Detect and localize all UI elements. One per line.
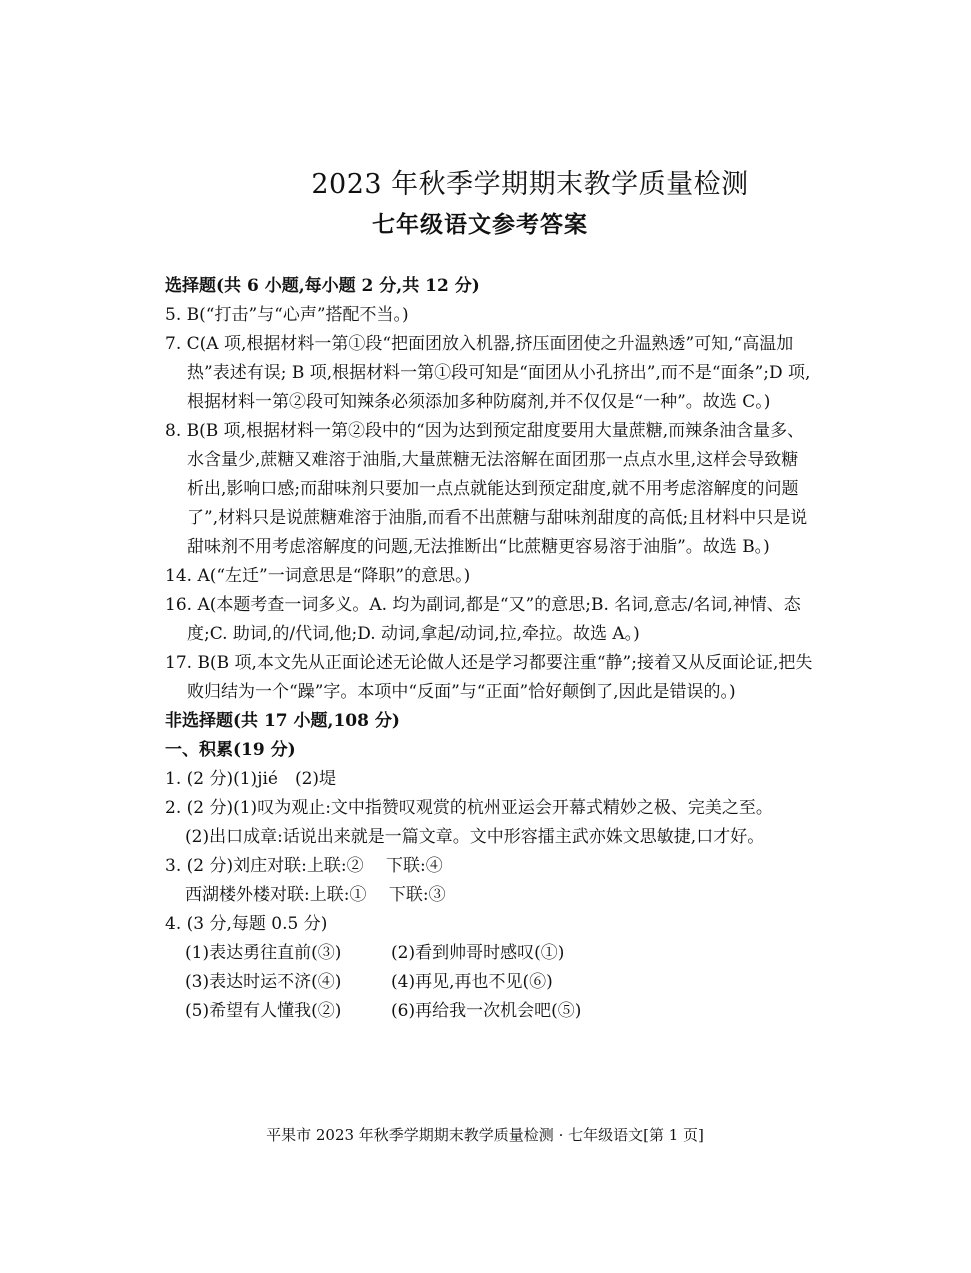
q4-item-4: (4)再见,再也不见(⑥) xyxy=(391,972,553,992)
answer-q4: 4. (3 分,每题 0.5 分) xyxy=(165,914,328,934)
choice-section-heading: 选择题(共 6 小题,每小题 2 分,共 12 分) xyxy=(165,276,480,296)
q4-item-3: (3)表达时运不济(④) xyxy=(185,972,342,992)
answer-q14: 14. A(“左迁”一词意思是“降职”的意思。) xyxy=(165,566,471,586)
q4-item-2: (2)看到帅哥时感叹(①) xyxy=(391,943,565,963)
q4-row-2 xyxy=(165,968,815,997)
q4-item-5: (5)希望有人懂我(②) xyxy=(185,1001,342,1021)
nonchoice-section-heading: 非选择题(共 17 小题,108 分) xyxy=(165,711,400,731)
q4-item-1: (1)表达勇往直前(③) xyxy=(185,943,342,963)
answer-q1: 1. (2 分)(1)jié (2)堤 xyxy=(165,769,337,789)
answer-q2-line1: 2. (2 分)(1)叹为观止:文中指赞叹观赏的杭州亚运会开幕式精妙之极、完美之至。 xyxy=(165,798,773,818)
document-title: 2023 年秋季学期期末教学质量检测 xyxy=(311,169,749,200)
answer-q2-line2: (2)出口成章:话说出来就是一篇文章。文中形容擂主武亦姝文思敏捷,口才好。 xyxy=(185,827,765,847)
q4-row-1 xyxy=(165,939,815,968)
answer-q8: 8. B(B 项,根据材料一第②段中的“因为达到预定甜度要用大量蔗糖,而辣条油含量多、水含量少,蔗糖又难溶于油脂,大量蔗糖无法溶解在面团那一点点水里,这样会导致糖析出,影响口感;而甜味剂只要加一点点就能达到预定甜度,就不用考虑溶解度的问题了”,材料只是说蔗糖难溶于油脂,而看不出蔗糖与甜味剂甜度的高低;且材料中只是说甜味剂不用考虑溶解度的问题,无法推断出“比蔗糖更容易溶于油脂”。故选 B。) xyxy=(165,421,808,557)
part1-heading: 一、积累(19 分) xyxy=(165,740,296,760)
document-subtitle: 七年级语文参考答案 xyxy=(372,211,588,238)
answer-q7: 7. C(A 项,根据材料一第①段“把面团放入机器,挤压面团使之升温熟透”可知,“高温加热”表述有误; B 项,根据材料一第①段可知是“面团从小孔挤出”,而不是“面条”;D 项,根据材料一第②段可知辣条必须添加多种防腐剂,并不仅仅是“一种”。故选 C。) xyxy=(165,334,811,412)
answer-q5: 5. B(“打击”与“心声”搭配不当。) xyxy=(165,305,409,325)
answer-q3-line1: 3. (2 分)刘庄对联:上联:② 下联:④ xyxy=(165,856,443,876)
page-footer: 平果市 2023 年秋季学期期末教学质量检测 · 七年级语文[第 1 页] xyxy=(266,1126,704,1144)
q4-row-3 xyxy=(165,997,815,1026)
answer-q17: 17. B(B 项,本文先从正面论述无论做人还是学习都要注重“静”;接着又从反面论证,把失败归结为一个“躁”字。本项中“反面”与“正面”恰好颠倒了,因此是错误的。) xyxy=(165,653,813,702)
q4-item-6: (6)再给我一次机会吧(⑤) xyxy=(391,1001,582,1021)
answer-content xyxy=(165,272,815,1026)
answer-q3-line2: 西湖楼外楼对联:上联:① 下联:③ xyxy=(185,885,446,905)
answer-q16: 16. A(本题考查一词多义。A. 均为副词,都是“又”的意思;B. 名词,意志/名词,神情、态度;C. 助词,的/代词,他;D. 动词,拿起/动词,拉,牵拉。故选 A。) xyxy=(165,595,801,644)
